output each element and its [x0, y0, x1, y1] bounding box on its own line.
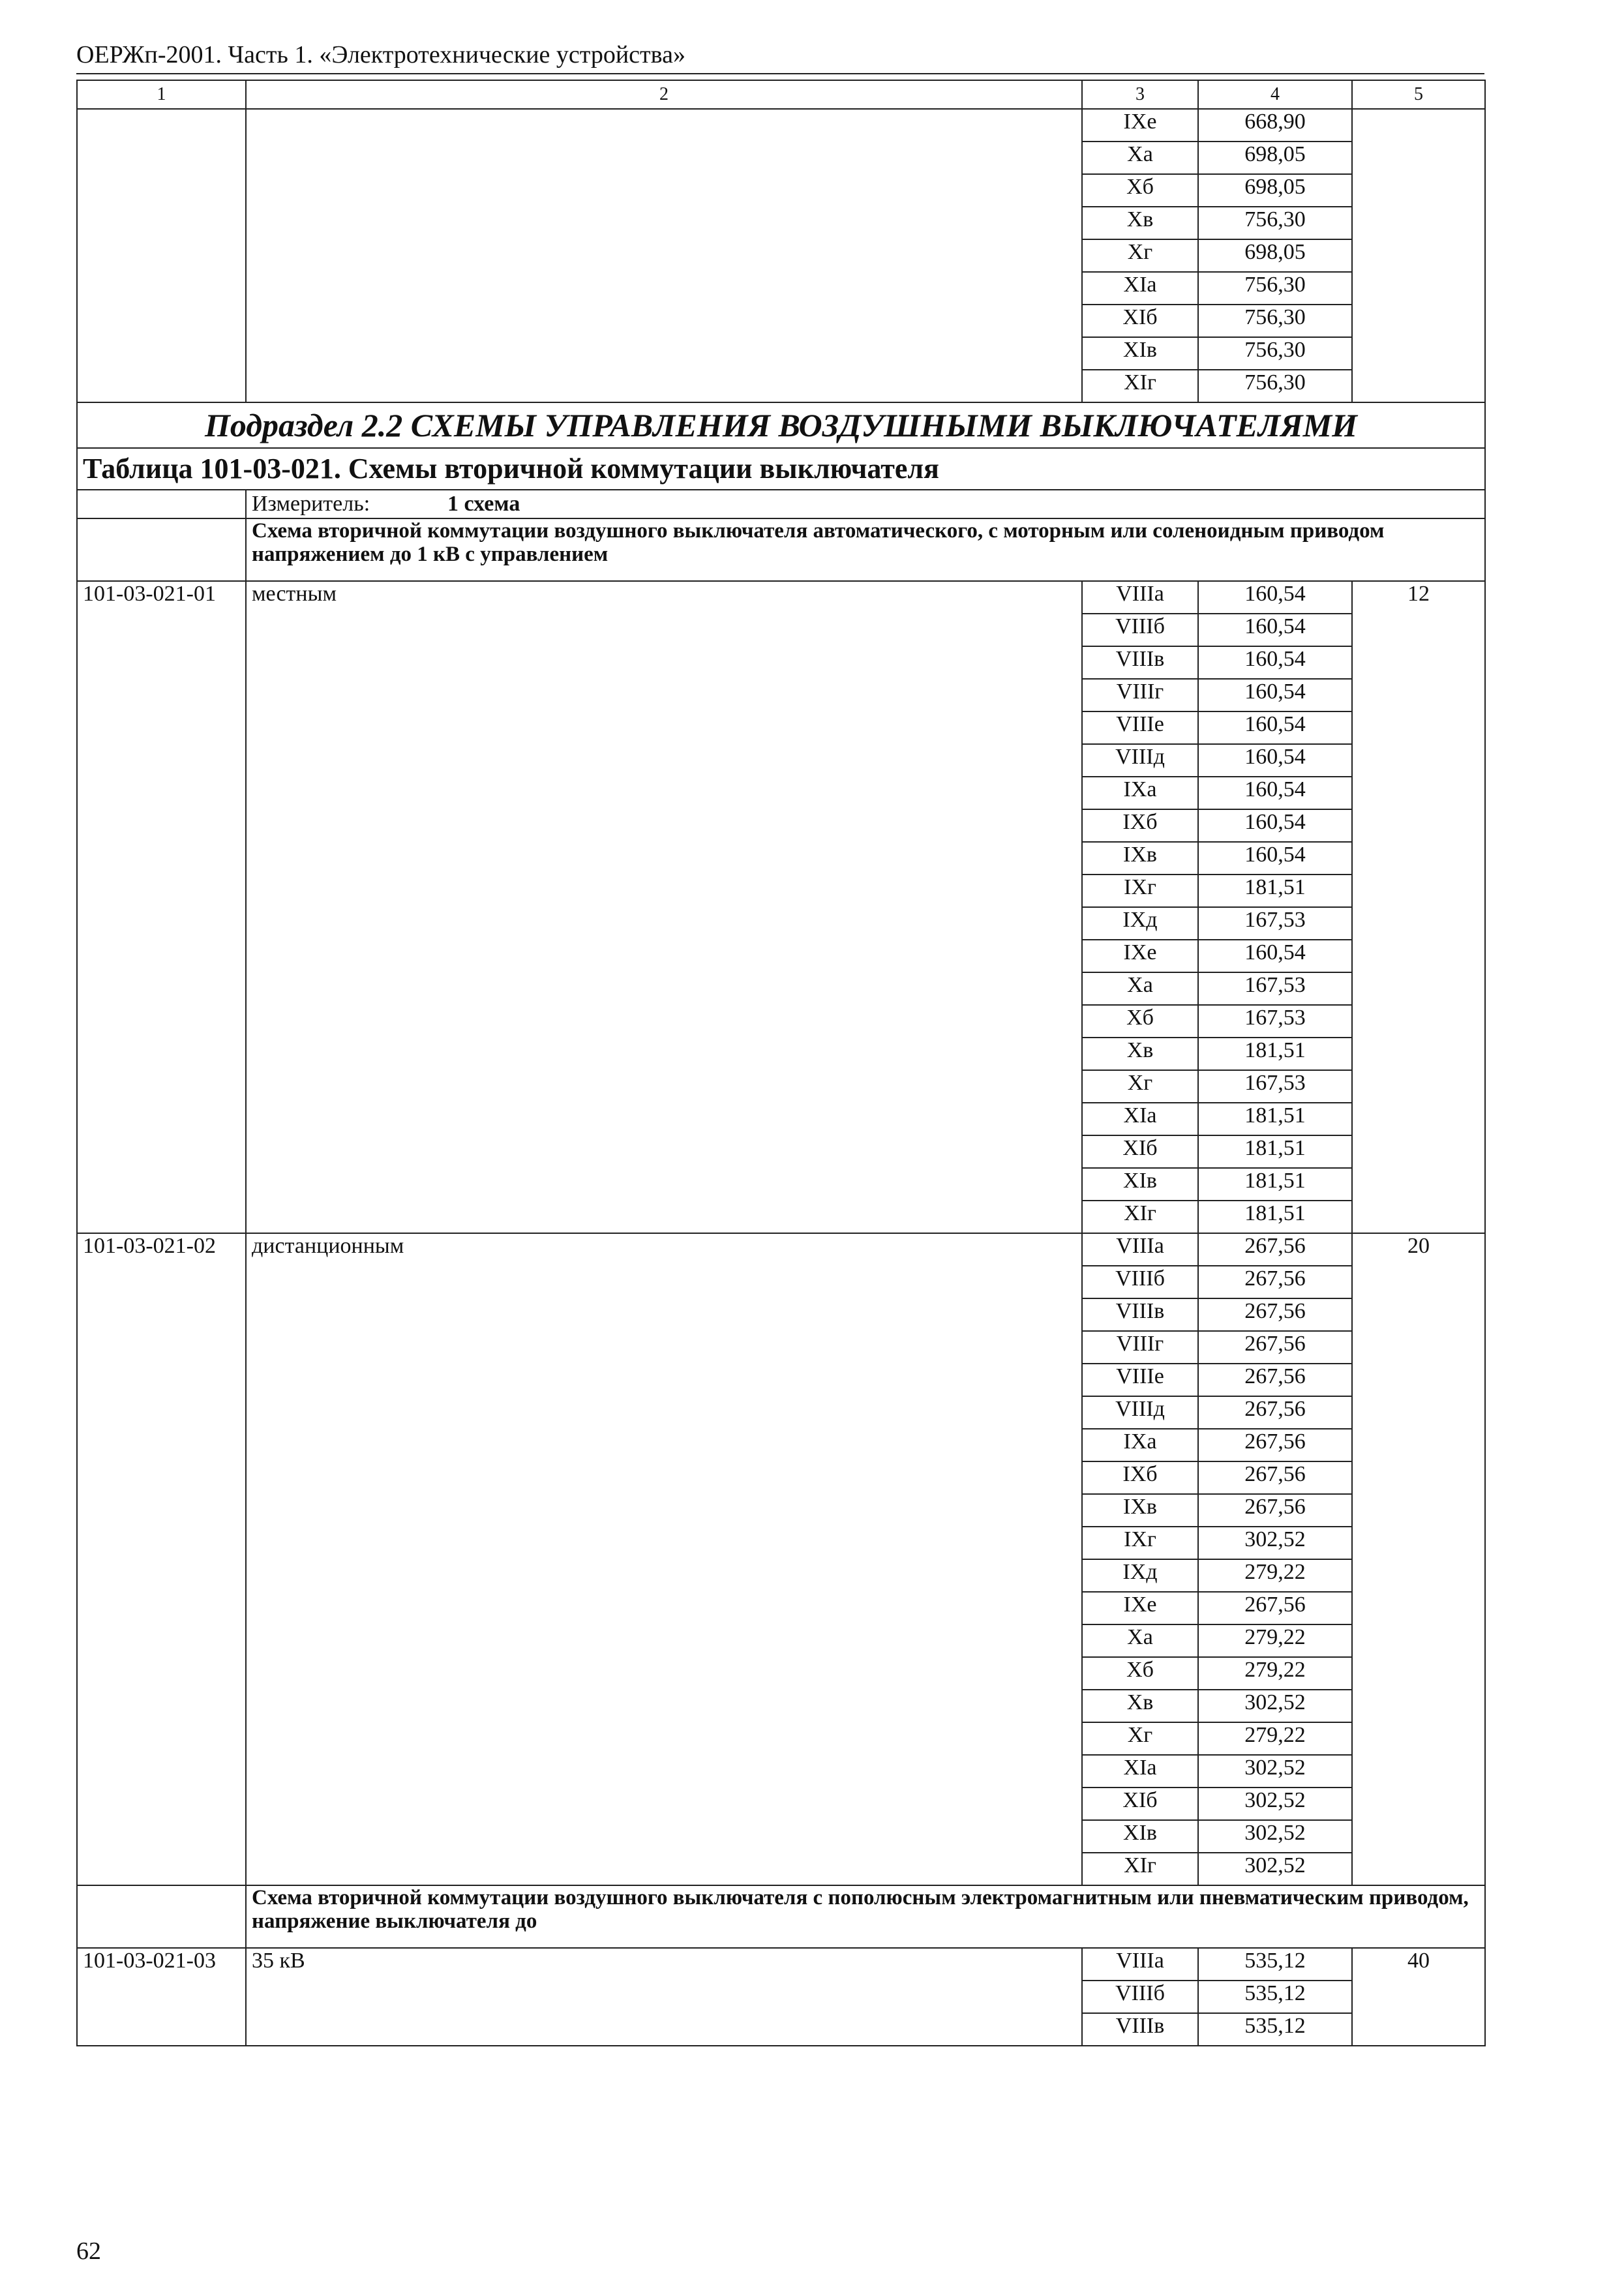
- value-cell: 756,30: [1198, 207, 1352, 239]
- rates-table-body: [77, 80, 1485, 2046]
- table-row: [77, 1233, 1485, 1266]
- value-cell: 160,54: [1198, 940, 1352, 972]
- zone-cell: Xа: [1082, 972, 1198, 1005]
- value-cell: 181,51: [1198, 1103, 1352, 1135]
- subsection-heading: Подраздел 2.2 СХЕМЫ УПРАВЛЕНИЯ ВОЗДУШНЫМИ ВЫКЛЮЧАТЕЛЯМИ: [77, 402, 1485, 448]
- value-cell: 302,52: [1198, 1690, 1352, 1722]
- zone-cell: IXе: [1082, 109, 1198, 142]
- zone-cell: XIг: [1082, 370, 1198, 402]
- table-row: [77, 581, 1485, 614]
- zone-cell: IXб: [1082, 1461, 1198, 1494]
- zone-cell: Xб: [1082, 1657, 1198, 1690]
- value-cell: 267,56: [1198, 1266, 1352, 1298]
- zone-cell: XIв: [1082, 1168, 1198, 1201]
- name-cell: [246, 109, 1082, 402]
- value-cell: 160,54: [1198, 711, 1352, 744]
- column-number: 2: [246, 80, 1082, 109]
- zone-cell: Xг: [1082, 239, 1198, 272]
- zone-cell: Xг: [1082, 1070, 1198, 1103]
- value-cell: 160,54: [1198, 744, 1352, 777]
- zone-cell: IXб: [1082, 809, 1198, 842]
- measure-row: [77, 490, 1485, 518]
- value-cell: 160,54: [1198, 614, 1352, 646]
- zone-cell: Xб: [1082, 1005, 1198, 1038]
- labor-cell: 12: [1352, 581, 1485, 1233]
- column-number: 5: [1352, 80, 1485, 109]
- group-blank: [77, 518, 246, 581]
- zone-cell: XIг: [1082, 1201, 1198, 1233]
- zone-cell: IXе: [1082, 940, 1198, 972]
- value-cell: 181,51: [1198, 875, 1352, 907]
- value-cell: 267,56: [1198, 1331, 1352, 1364]
- running-header: ОЕРЖп-2001. Часть 1. «Электротехнические устройства»: [76, 41, 685, 68]
- zone-cell: XIб: [1082, 305, 1198, 337]
- zone-cell: VIIIв: [1082, 646, 1198, 679]
- zone-cell: Xа: [1082, 142, 1198, 174]
- zone-cell: VIIIд: [1082, 744, 1198, 777]
- group-description: Схема вторичной коммутации воздушного выключателя с пополюсным электромагнитным или пневматическим приводом, напряжение выключателя до: [246, 1885, 1485, 1948]
- labor-cell: [1352, 109, 1485, 402]
- zone-cell: VIIIб: [1082, 1266, 1198, 1298]
- measure-value: 1 схема: [447, 492, 520, 516]
- zone-cell: VIIIе: [1082, 1364, 1198, 1396]
- measure-label: Измеритель:: [252, 492, 370, 516]
- value-cell: 302,52: [1198, 1527, 1352, 1559]
- value-cell: 160,54: [1198, 842, 1352, 875]
- value-cell: 267,56: [1198, 1396, 1352, 1429]
- value-cell: 267,56: [1198, 1494, 1352, 1527]
- value-cell: 181,51: [1198, 1201, 1352, 1233]
- zone-cell: Xб: [1082, 174, 1198, 207]
- value-cell: 302,52: [1198, 1788, 1352, 1820]
- zone-cell: IXа: [1082, 777, 1198, 809]
- column-number: 1: [77, 80, 246, 109]
- value-cell: 267,56: [1198, 1592, 1352, 1624]
- value-cell: 698,05: [1198, 142, 1352, 174]
- zone-cell: IXв: [1082, 1494, 1198, 1527]
- value-cell: 535,12: [1198, 1981, 1352, 2013]
- zone-cell: VIIIа: [1082, 1948, 1198, 1981]
- value-cell: 756,30: [1198, 370, 1352, 402]
- zone-cell: VIIIг: [1082, 1331, 1198, 1364]
- zone-cell: IXв: [1082, 842, 1198, 875]
- measure-blank: [77, 490, 246, 518]
- value-cell: 756,30: [1198, 272, 1352, 305]
- value-cell: 302,52: [1198, 1820, 1352, 1853]
- group-description: Схема вторичной коммутации воздушного выключателя автоматического, с моторным или соленоидным приводом напряжением до 1 кВ с управлением: [246, 518, 1485, 581]
- labor-cell: 40: [1352, 1948, 1485, 2046]
- column-numbers-row: [77, 80, 1485, 109]
- value-cell: 267,56: [1198, 1461, 1352, 1494]
- header-rule: [76, 73, 1484, 74]
- value-cell: 279,22: [1198, 1657, 1352, 1690]
- value-cell: 267,56: [1198, 1364, 1352, 1396]
- zone-cell: VIIIв: [1082, 1298, 1198, 1331]
- zone-cell: XIв: [1082, 337, 1198, 370]
- zone-cell: VIIIб: [1082, 1981, 1198, 2013]
- code-cell: [77, 109, 246, 402]
- value-cell: 535,12: [1198, 1948, 1352, 1981]
- value-cell: 167,53: [1198, 1070, 1352, 1103]
- zone-cell: XIб: [1082, 1788, 1198, 1820]
- zone-cell: IXг: [1082, 1527, 1198, 1559]
- group-description-row: [77, 518, 1485, 581]
- zone-cell: VIIIд: [1082, 1396, 1198, 1429]
- table-title: Таблица 101-03-021. Схемы вторичной коммутации выключателя: [77, 448, 1485, 490]
- zone-cell: XIа: [1082, 272, 1198, 305]
- column-number: 3: [1082, 80, 1198, 109]
- zone-cell: Xг: [1082, 1722, 1198, 1755]
- labor-cell: 20: [1352, 1233, 1485, 1885]
- rates-table: [76, 80, 1486, 2046]
- value-cell: 302,52: [1198, 1755, 1352, 1788]
- name-cell: местным: [246, 581, 1082, 1233]
- table-row: [77, 1948, 1485, 1981]
- value-cell: 181,51: [1198, 1168, 1352, 1201]
- zone-cell: Xв: [1082, 207, 1198, 239]
- name-cell: дистанционным: [246, 1233, 1082, 1885]
- zone-cell: VIIIв: [1082, 2013, 1198, 2046]
- column-number: 4: [1198, 80, 1352, 109]
- value-cell: 267,56: [1198, 1233, 1352, 1266]
- code-cell: 101-03-021-01: [77, 581, 246, 1233]
- zone-cell: Xа: [1082, 1624, 1198, 1657]
- value-cell: 267,56: [1198, 1429, 1352, 1461]
- zone-cell: XIв: [1082, 1820, 1198, 1853]
- subsection-row: [77, 402, 1485, 448]
- value-cell: 267,56: [1198, 1298, 1352, 1331]
- value-cell: 698,05: [1198, 239, 1352, 272]
- zone-cell: Xв: [1082, 1038, 1198, 1070]
- value-cell: 302,52: [1198, 1853, 1352, 1885]
- value-cell: 160,54: [1198, 646, 1352, 679]
- value-cell: 698,05: [1198, 174, 1352, 207]
- zone-cell: IXг: [1082, 875, 1198, 907]
- zone-cell: VIIIг: [1082, 679, 1198, 711]
- value-cell: 279,22: [1198, 1624, 1352, 1657]
- zone-cell: XIг: [1082, 1853, 1198, 1885]
- value-cell: 160,54: [1198, 581, 1352, 614]
- value-cell: 535,12: [1198, 2013, 1352, 2046]
- zone-cell: IXе: [1082, 1592, 1198, 1624]
- value-cell: 668,90: [1198, 109, 1352, 142]
- zone-cell: VIIIа: [1082, 581, 1198, 614]
- value-cell: 160,54: [1198, 777, 1352, 809]
- zone-cell: IXа: [1082, 1429, 1198, 1461]
- zone-cell: Xв: [1082, 1690, 1198, 1722]
- table-row: [77, 109, 1485, 142]
- zone-cell: XIа: [1082, 1755, 1198, 1788]
- zone-cell: XIб: [1082, 1135, 1198, 1168]
- page-number: 62: [76, 2237, 101, 2265]
- zone-cell: VIIIа: [1082, 1233, 1198, 1266]
- code-cell: 101-03-021-03: [77, 1948, 246, 2046]
- value-cell: 756,30: [1198, 337, 1352, 370]
- group-blank: [77, 1885, 246, 1948]
- value-cell: 181,51: [1198, 1038, 1352, 1070]
- name-cell: 35 кВ: [246, 1948, 1082, 2046]
- value-cell: 181,51: [1198, 1135, 1352, 1168]
- zone-cell: IXд: [1082, 1559, 1198, 1592]
- group-description-row: [77, 1885, 1485, 1948]
- value-cell: 756,30: [1198, 305, 1352, 337]
- value-cell: 279,22: [1198, 1722, 1352, 1755]
- zone-cell: IXд: [1082, 907, 1198, 940]
- value-cell: 167,53: [1198, 907, 1352, 940]
- measure-cell: [246, 490, 1485, 518]
- code-cell: 101-03-021-02: [77, 1233, 246, 1885]
- value-cell: 160,54: [1198, 679, 1352, 711]
- value-cell: 279,22: [1198, 1559, 1352, 1592]
- table-title-row: [77, 448, 1485, 490]
- value-cell: 167,53: [1198, 1005, 1352, 1038]
- zone-cell: VIIIе: [1082, 711, 1198, 744]
- value-cell: 167,53: [1198, 972, 1352, 1005]
- zone-cell: VIIIб: [1082, 614, 1198, 646]
- value-cell: 160,54: [1198, 809, 1352, 842]
- zone-cell: XIа: [1082, 1103, 1198, 1135]
